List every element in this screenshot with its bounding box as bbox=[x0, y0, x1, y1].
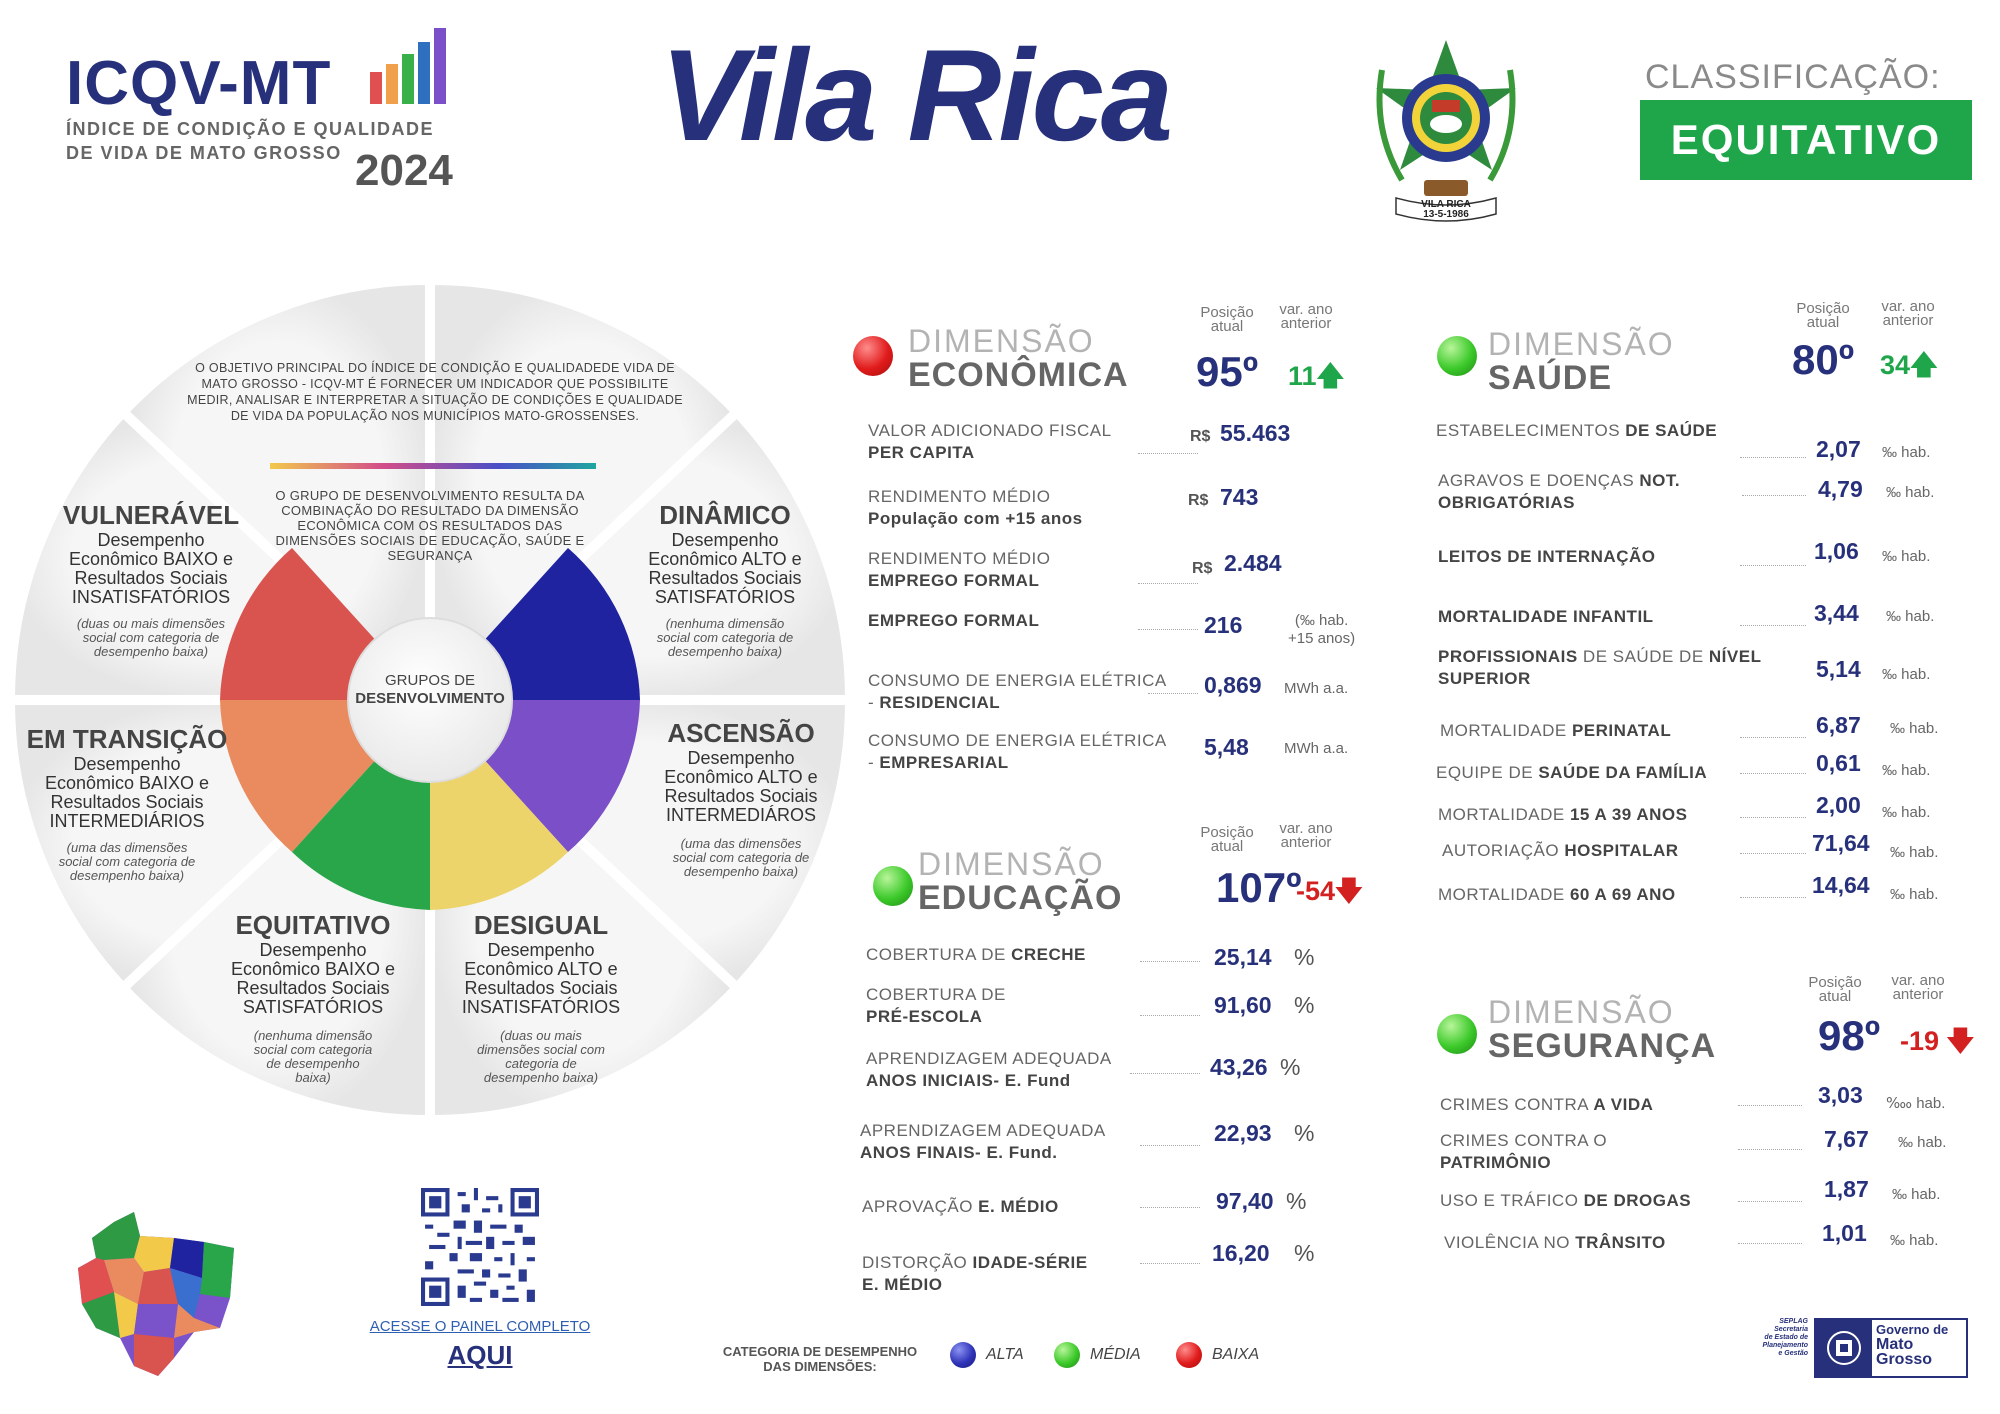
indicator-value: 5,48 bbox=[1204, 734, 1249, 760]
indicator-unit: % bbox=[1294, 992, 1315, 1018]
indicator-unit: ‰ hab. bbox=[1882, 762, 1931, 779]
indicator-value: 1,01 bbox=[1822, 1220, 1867, 1246]
indicator-unit: % bbox=[1286, 1188, 1307, 1214]
gov-crest-icon bbox=[1816, 1320, 1872, 1376]
indicator-row bbox=[862, 1196, 1059, 1218]
logo-subtitle-line1: ÍNDICE DE CONDIÇÃO E QUALIDADE bbox=[66, 119, 435, 139]
indicator-row bbox=[1440, 720, 1671, 742]
classification-label: CLASSIFICAÇÃO: bbox=[1645, 58, 1941, 96]
indicator-value: 6,87 bbox=[1816, 712, 1861, 738]
currency-prefix: R$ bbox=[1190, 428, 1211, 445]
group-desc-line: Resultados Sociais bbox=[236, 978, 390, 998]
variation-value: 34 bbox=[1880, 350, 1911, 380]
ind-line: MORTALIDADE bbox=[1438, 885, 1570, 904]
arrow-down-icon: 🡇 bbox=[1335, 876, 1363, 906]
indicator-value: 91,60 bbox=[1214, 992, 1272, 1018]
logo-year: 2024 bbox=[355, 146, 453, 195]
var-label-economica bbox=[1268, 303, 1344, 331]
pos-label-line: atual bbox=[1210, 838, 1244, 855]
indicator-value: 14,64 bbox=[1812, 872, 1870, 898]
ind-line: VALOR ADICIONADO FISCAL bbox=[868, 421, 1112, 440]
position-economica: 95º bbox=[1196, 348, 1259, 395]
ind-line: COBERTURA DE bbox=[866, 985, 1006, 1004]
ind-line-bold: PRÉ-ESCOLA bbox=[866, 1007, 983, 1026]
ind-line-bold: RESIDENCIAL bbox=[879, 693, 1001, 712]
group-desc-line: Resultados Sociais bbox=[464, 978, 618, 998]
indicator-row bbox=[1438, 470, 1680, 514]
dim-name: SAÚDE bbox=[1488, 359, 1613, 397]
group-desc-line: Econômico BAIXO e bbox=[230, 959, 396, 979]
var-label-line: var. ano bbox=[1279, 301, 1333, 318]
legend-label-baixa: BAIXA bbox=[1212, 1346, 1260, 1363]
indicator-value: 216 bbox=[1204, 612, 1243, 638]
indicator-row bbox=[862, 1252, 1088, 1296]
var-label-seguranca bbox=[1880, 974, 1956, 1002]
indicator-value: 43,26 bbox=[1210, 1054, 1268, 1080]
group-desc-line: Desempenho bbox=[97, 530, 205, 550]
indicator-row bbox=[1438, 546, 1655, 568]
indicator-unit: MWh a.a. bbox=[1284, 680, 1349, 697]
indicator-row bbox=[1440, 1190, 1691, 1212]
indicator-unit: % bbox=[1280, 1054, 1301, 1080]
indicator-value: 3,03 bbox=[1818, 1082, 1863, 1108]
group-desc-line: INSATISFATÓRIOS bbox=[461, 997, 621, 1017]
ind-line-bold: TRÂNSITO bbox=[1575, 1233, 1666, 1252]
gov-line: Grosso bbox=[1876, 1351, 1933, 1368]
group-desc-line: Resultados Sociais bbox=[648, 568, 802, 588]
indicator-unit: ‰ hab. bbox=[1882, 548, 1931, 565]
group-desc-line: Desempenho bbox=[687, 748, 795, 768]
center-line-1: GRUPOS DE bbox=[384, 672, 475, 689]
category-dot-educacao bbox=[873, 866, 913, 906]
indicator-row bbox=[1440, 1094, 1653, 1116]
indicator-value: 2.484 bbox=[1224, 550, 1282, 576]
indicator-unit bbox=[1288, 612, 1355, 648]
legend-dot-media bbox=[1054, 1342, 1080, 1368]
legend-title-line: DAS DIMENSÕES: bbox=[763, 1359, 877, 1374]
ind-line-bold: NOT. bbox=[1639, 471, 1681, 490]
variation-value: 11 bbox=[1288, 361, 1317, 391]
indicator-row bbox=[1438, 606, 1654, 628]
group-desc-line: Econômico ALTO e bbox=[664, 767, 818, 787]
arrow-up-icon: 🡅 bbox=[1910, 350, 1938, 380]
ind-line-bold: 60 A 69 ANO bbox=[1569, 885, 1676, 904]
indicator-value: 2,00 bbox=[1816, 792, 1861, 818]
group-text: O GRUPO DE DESENVOLVIMENTO RESULTA DA COMBINAÇÃO DO RESULTADO DA DIMENSÃO ECONÔMICA COM OS RESULTADOS DAS DIMENSÕES SOCIAIS DE EDUCAÇÃO, SAÚDE E SEGURANÇA bbox=[275, 488, 585, 563]
group-desc-line: INTERMEDIÁROS bbox=[665, 805, 816, 825]
ind-line-bold: SAÚDE DA FAMÍLIA bbox=[1538, 763, 1708, 782]
ind-line: CONSUMO DE ENERGIA ELÉTRICA bbox=[868, 731, 1167, 750]
category-dot-seguranca bbox=[1437, 1014, 1477, 1054]
ind-line-bold: CRECHE bbox=[1011, 945, 1086, 964]
seplag-title: SEPLAG bbox=[1779, 1318, 1808, 1325]
indicator-value: 4,79 bbox=[1818, 476, 1863, 502]
indicator-row bbox=[868, 420, 1112, 464]
currency-prefix: R$ bbox=[1188, 492, 1209, 509]
ind-line: APROVAÇÃO bbox=[862, 1197, 979, 1216]
dim-label: DIMENSÃO bbox=[908, 323, 1095, 359]
dim-educacao-title bbox=[918, 848, 1122, 916]
ind-line-bold: ANOS FINAIS- E. Fund. bbox=[860, 1143, 1058, 1162]
indicator-value: 22,93 bbox=[1214, 1120, 1272, 1146]
var-label-line: var. ano bbox=[1279, 820, 1333, 837]
group-title: EM TRANSIÇÃO bbox=[26, 724, 228, 754]
group-desc-line: Resultados Sociais bbox=[664, 786, 818, 806]
ind-line: USO E TRÁFICO bbox=[1440, 1191, 1584, 1210]
indicator-value: 25,14 bbox=[1214, 944, 1272, 970]
ind-line: CRIMES CONTRA O bbox=[1440, 1131, 1608, 1150]
indicator-row bbox=[866, 1048, 1112, 1092]
ind-line: DE SAÚDE DE bbox=[1577, 647, 1709, 666]
government-logo bbox=[1740, 1318, 1964, 1384]
position-seguranca: 98º bbox=[1818, 1012, 1881, 1059]
group-desc-line: Econômico BAIXO e bbox=[68, 549, 234, 569]
group-note: (duas ou mais dimensões social com categoria de desempenho baixa) bbox=[76, 616, 226, 659]
classification-badge: EQUITATIVO bbox=[1640, 100, 1972, 180]
ind-line: - bbox=[868, 753, 880, 772]
pos-label-saude bbox=[1788, 302, 1858, 330]
group-desc-line: Resultados Sociais bbox=[74, 568, 228, 588]
seplag-line: de Estado de bbox=[1764, 1334, 1808, 1341]
indicator-unit: ‱ hab. bbox=[1886, 1095, 1946, 1112]
city-title: Vila Rica bbox=[660, 22, 1171, 168]
group-ascensao bbox=[636, 718, 846, 879]
seplag-line: Planejamento bbox=[1762, 1342, 1808, 1349]
ind-line: VIOLÊNCIA NO bbox=[1444, 1233, 1576, 1252]
center-line-2: DESENVOLVIMENTO bbox=[355, 690, 505, 707]
var-label-line: var. ano bbox=[1891, 972, 1945, 989]
group-desigual bbox=[436, 910, 646, 1085]
dim-label: DIMENSÃO bbox=[1488, 326, 1675, 362]
indicator-row bbox=[866, 944, 1086, 966]
pos-label-line: Posição bbox=[1796, 300, 1850, 317]
dim-name: ECONÔMICA bbox=[908, 356, 1129, 394]
legend-label-alta: ALTA bbox=[986, 1346, 1024, 1363]
ind-line-bold: PER CAPITA bbox=[868, 443, 975, 462]
group-vulneravel bbox=[46, 500, 256, 659]
dim-name: EDUCAÇÃO bbox=[918, 879, 1123, 917]
group-title: EQUITATIVO bbox=[235, 910, 391, 940]
ind-line-bold: SUPERIOR bbox=[1438, 669, 1531, 688]
group-dinamico bbox=[620, 500, 830, 659]
group-note: (uma das dimensões social com categoria de desempenho baixa) bbox=[58, 840, 196, 883]
ind-line: RENDIMENTO MÉDIO bbox=[868, 549, 1051, 568]
ind-line: AUTORIAÇÃO bbox=[1442, 841, 1565, 860]
indicator-unit: ‰ hab. bbox=[1890, 720, 1939, 737]
logo-bars-icon bbox=[370, 28, 460, 104]
indicator-unit: ‰ hab. bbox=[1890, 844, 1939, 861]
objective-text: O OBJETIVO PRINCIPAL DO ÍNDICE DE CONDIÇÃO E QUALIDADEDE VIDA DE MATO GROSSO - ICQV-MT É FORNECER UM INDICADOR QUE POSSIBILITE MEDIR, ANALISAR E INTERPRETAR A SITUAÇÃO DE CONDIÇÕES E QUALIDADE DE VIDA DA POPULAÇÃO NOS MUNICÍPIOS MATO-GROSSENSES. bbox=[187, 361, 683, 423]
indicator-row bbox=[868, 730, 1167, 774]
dim-label: DIMENSÃO bbox=[918, 846, 1105, 882]
seplag-line: Secretaria bbox=[1774, 1326, 1808, 1333]
city-crest bbox=[1362, 30, 1530, 230]
indicator-value: 0,61 bbox=[1816, 750, 1861, 776]
indicator-value: 55.463 bbox=[1220, 420, 1291, 446]
indicator-row bbox=[1444, 1232, 1666, 1254]
group-title: DESIGUAL bbox=[473, 910, 609, 940]
indicator-value: 71,64 bbox=[1812, 830, 1870, 856]
ind-line-bold: OBRIGATÓRIAS bbox=[1438, 493, 1575, 512]
group-em-transicao bbox=[22, 724, 232, 883]
pos-label-seguranca bbox=[1800, 976, 1870, 1004]
logo-subtitle-line2: DE VIDA DE MATO GROSSO bbox=[66, 143, 342, 163]
pos-label-line: atual bbox=[1210, 318, 1244, 335]
color-gradient-bar bbox=[270, 463, 596, 469]
indicator-unit: ‰ hab. bbox=[1882, 666, 1931, 683]
qr-code-icon[interactable] bbox=[420, 1188, 540, 1306]
indicator-unit: ‰ hab. bbox=[1892, 1186, 1941, 1203]
ind-line: ESTABELECIMENTOS bbox=[1436, 421, 1626, 440]
indicator-unit: ‰ hab. bbox=[1882, 804, 1931, 821]
group-desc-line: Econômico ALTO e bbox=[464, 959, 618, 979]
pos-label-line: atual bbox=[1818, 988, 1852, 1005]
position-saude: 80º bbox=[1792, 336, 1855, 383]
ind-line-bold: EMPRESARIAL bbox=[879, 753, 1009, 772]
ind-line-bold: EMPREGO FORMAL bbox=[868, 571, 1040, 590]
ind-line-bold: E. MÉDIO bbox=[978, 1197, 1059, 1216]
panel-link[interactable]: ACESSE O PAINEL COMPLETO bbox=[369, 1318, 591, 1335]
group-desc-line: SATISFATÓRIOS bbox=[654, 587, 796, 607]
indicator-value: 97,40 bbox=[1216, 1188, 1274, 1214]
variation-value: -54 bbox=[1296, 876, 1336, 906]
group-title: DINÂMICO bbox=[659, 500, 791, 530]
gov-text bbox=[1876, 1322, 1948, 1367]
ind-line-bold: DE SAÚDE bbox=[1625, 421, 1718, 440]
indicator-row bbox=[1438, 646, 1761, 690]
ind-line-bold: PERINATAL bbox=[1571, 721, 1672, 740]
ind-line: RENDIMENTO MÉDIO bbox=[868, 487, 1051, 506]
indicator-unit: ‰ hab. bbox=[1890, 1232, 1939, 1249]
pos-label-line: Posição bbox=[1808, 974, 1862, 991]
pos-label-line: atual bbox=[1806, 314, 1840, 331]
ind-line: MORTALIDADE bbox=[1438, 805, 1570, 824]
indicator-unit: ‰ hab. bbox=[1882, 444, 1931, 461]
indicator-value: 743 bbox=[1220, 484, 1259, 510]
ind-line: COBERTURA DE bbox=[866, 945, 1012, 964]
indicator-unit: % bbox=[1294, 944, 1315, 970]
group-note: (nenhuma dimensão social com categoria de desempenho baixa) bbox=[656, 616, 794, 659]
indicator-value: 1,87 bbox=[1824, 1176, 1869, 1202]
category-dot-economica bbox=[853, 336, 893, 376]
unit-line: (‰ hab. bbox=[1294, 612, 1349, 629]
ind-line: APRENDIZAGEM ADEQUADA bbox=[866, 1049, 1112, 1068]
pos-label-economica bbox=[1192, 306, 1262, 334]
indicator-unit: ‰ hab. bbox=[1890, 886, 1939, 903]
legend-dot-baixa bbox=[1176, 1342, 1202, 1368]
gov-line: Governo de bbox=[1876, 1322, 1949, 1337]
indicator-row bbox=[866, 984, 1006, 1028]
var-label-educacao bbox=[1268, 822, 1344, 850]
ind-line-bold: PROFISSIONAIS bbox=[1438, 647, 1578, 666]
indicator-unit: % bbox=[1294, 1240, 1315, 1266]
indicator-value: 0,869 bbox=[1204, 672, 1262, 698]
group-desc-line: Desempenho bbox=[671, 530, 779, 550]
category-dot-saude bbox=[1437, 336, 1477, 376]
indicator-unit: MWh a.a. bbox=[1284, 740, 1349, 757]
ind-line-bold: HOSPITALAR bbox=[1564, 841, 1679, 860]
ind-line-bold: IDADE-SÉRIE bbox=[972, 1253, 1088, 1272]
indicator-value: 16,20 bbox=[1212, 1240, 1270, 1266]
variation-saude bbox=[1880, 346, 1938, 392]
var-label-saude bbox=[1870, 300, 1946, 328]
indicator-value: 5,14 bbox=[1816, 656, 1861, 682]
group-desc-line: Econômico BAIXO e bbox=[44, 773, 210, 793]
var-label-line: anterior bbox=[1892, 986, 1944, 1003]
indicator-unit: ‰ hab. bbox=[1886, 484, 1935, 501]
indicator-value: 1,06 bbox=[1814, 538, 1859, 564]
crest-text-2: 13-5-1986 bbox=[1423, 209, 1469, 220]
ind-line-bold: MORTALIDADE INFANTIL bbox=[1438, 607, 1654, 626]
ind-line-bold: LEITOS DE INTERNAÇÃO bbox=[1438, 547, 1656, 566]
variation-educacao bbox=[1296, 872, 1363, 918]
variation-value: -19 bbox=[1900, 1026, 1940, 1056]
ind-line: EQUIPE DE bbox=[1436, 763, 1539, 782]
ind-line-bold: População com +15 anos bbox=[868, 509, 1083, 528]
group-desc-line: Desempenho bbox=[259, 940, 367, 960]
legend-label-media: MÉDIA bbox=[1090, 1346, 1141, 1363]
ind-line-bold: NÍVEL bbox=[1708, 647, 1762, 666]
position-educacao: 107º bbox=[1216, 864, 1302, 911]
var-label-line: anterior bbox=[1882, 312, 1934, 329]
ind-line-bold: DE DROGAS bbox=[1583, 1191, 1692, 1210]
pos-label-line: Posição bbox=[1200, 824, 1254, 841]
ind-line-bold: E. MÉDIO bbox=[862, 1275, 943, 1294]
indicator-row bbox=[1440, 1130, 1607, 1174]
indicator-row bbox=[1442, 840, 1679, 862]
mato-grosso-map bbox=[74, 1208, 240, 1378]
group-desc-line: INSATISFATÓRIOS bbox=[71, 587, 231, 607]
pos-label-line: Posição bbox=[1200, 304, 1254, 321]
seplag-line: e Gestão bbox=[1778, 1350, 1808, 1357]
indicator-row bbox=[1436, 762, 1707, 784]
dim-seguranca-title bbox=[1488, 996, 1716, 1064]
gov-box bbox=[1814, 1318, 1968, 1378]
group-title: ASCENSÃO bbox=[667, 718, 815, 748]
indicator-row bbox=[860, 1120, 1106, 1164]
var-label-line: var. ano bbox=[1881, 298, 1935, 315]
indicator-row bbox=[868, 670, 1167, 714]
ind-line-bold: EMPREGO FORMAL bbox=[868, 611, 1040, 630]
ind-line-bold: ANOS INICIAIS- E. Fund bbox=[866, 1071, 1071, 1090]
wheel-center-label bbox=[340, 672, 520, 708]
dim-saude-title bbox=[1488, 328, 1675, 396]
group-equitativo bbox=[208, 910, 418, 1085]
ind-line-bold: PATRIMÔNIO bbox=[1440, 1153, 1552, 1172]
ind-line: AGRAVOS E DOENÇAS bbox=[1438, 471, 1640, 490]
ind-line: DISTORÇÃO bbox=[862, 1253, 973, 1272]
group-title: VULNERÁVEL bbox=[62, 500, 240, 530]
gov-line: Mato bbox=[1876, 1336, 1914, 1353]
variation-economica bbox=[1288, 357, 1344, 403]
variation-seguranca bbox=[1900, 1022, 1974, 1068]
indicator-row bbox=[868, 548, 1050, 592]
aqui-link[interactable]: AQUI bbox=[447, 1340, 513, 1370]
arrow-up-icon: 🡅 bbox=[1316, 361, 1345, 391]
group-note: (duas ou mais dimensões social com categoria de desempenho baixa) bbox=[477, 1028, 605, 1085]
indicator-value: 3,44 bbox=[1814, 600, 1859, 626]
var-label-line: anterior bbox=[1280, 834, 1332, 851]
arrow-down-icon: 🡇 bbox=[1939, 1026, 1975, 1056]
indicator-row bbox=[1436, 420, 1717, 442]
group-desc-line: Resultados Sociais bbox=[50, 792, 204, 812]
ind-line-bold: 15 A 39 ANOS bbox=[1569, 805, 1688, 824]
group-desc-line: Desempenho bbox=[73, 754, 181, 774]
ind-line: MORTALIDADE bbox=[1440, 721, 1572, 740]
logo-title: ICQV-MT bbox=[66, 49, 332, 118]
indicator-row bbox=[868, 486, 1083, 530]
pos-label-educacao bbox=[1192, 826, 1262, 854]
unit-line: +15 anos) bbox=[1288, 630, 1356, 647]
indicator-value: 2,07 bbox=[1816, 436, 1861, 462]
indicator-row bbox=[1438, 884, 1676, 906]
legend-title-line: CATEGORIA DE DESEMPENHO bbox=[722, 1344, 918, 1359]
currency-prefix: R$ bbox=[1192, 560, 1213, 577]
crest-text-1: VILA RICA bbox=[1421, 199, 1471, 210]
indicator-value: 7,67 bbox=[1824, 1126, 1869, 1152]
group-desc-line: SATISFATÓRIOS bbox=[242, 997, 384, 1017]
dim-economica-title bbox=[908, 325, 1129, 393]
group-desc-line: INTERMEDIÁRIOS bbox=[49, 811, 205, 831]
group-note: (uma das dimensões social com categoria de desempenho baixa) bbox=[672, 836, 810, 879]
ind-line: - bbox=[868, 693, 880, 712]
indicator-unit: % bbox=[1294, 1120, 1315, 1146]
legend-title bbox=[700, 1344, 940, 1374]
var-label-line: anterior bbox=[1280, 315, 1332, 332]
dim-label: DIMENSÃO bbox=[1488, 994, 1675, 1030]
indicator-unit: ‰ hab. bbox=[1886, 608, 1935, 625]
group-desc-line: Econômico ALTO e bbox=[648, 549, 802, 569]
indicator-row bbox=[1438, 804, 1687, 826]
group-desc-line: Desempenho bbox=[487, 940, 595, 960]
ind-line-bold: A VIDA bbox=[1593, 1095, 1654, 1114]
ind-line: APRENDIZAGEM ADEQUADA bbox=[860, 1121, 1106, 1140]
dim-name: SEGURANÇA bbox=[1488, 1027, 1717, 1065]
legend-dot-alta bbox=[950, 1342, 976, 1368]
group-note: (nenhuma dimensão social com categoria de desempenho baixa) bbox=[253, 1028, 373, 1085]
indicator-unit: ‰ hab. bbox=[1898, 1134, 1947, 1151]
indicator-row bbox=[868, 610, 1039, 632]
seplag-block bbox=[1740, 1318, 1808, 1358]
ind-line: CRIMES CONTRA bbox=[1440, 1095, 1594, 1114]
ind-line: CONSUMO DE ENERGIA ELÉTRICA bbox=[868, 671, 1167, 690]
